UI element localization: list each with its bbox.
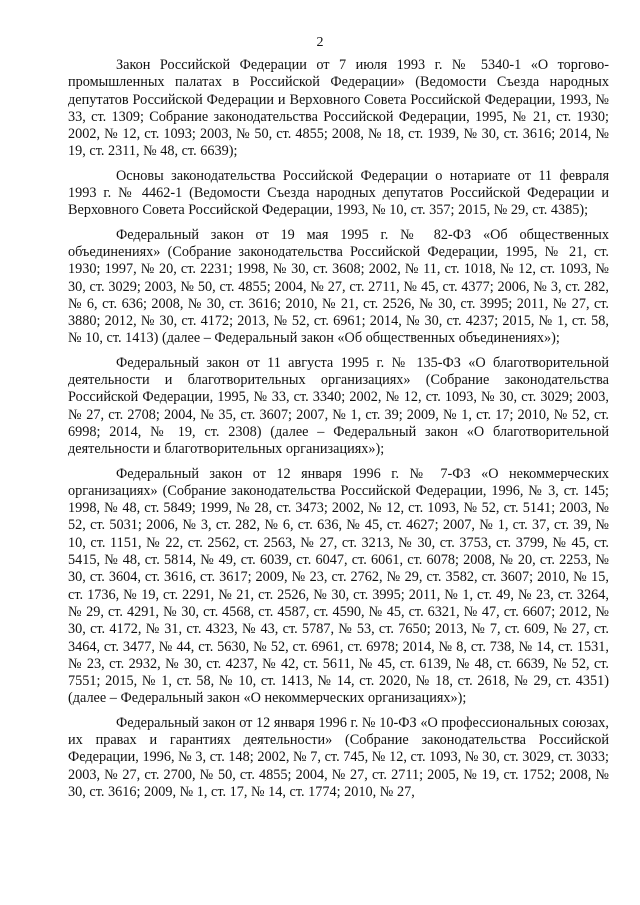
law-paragraph-1: Закон Российской Федерации от 7 июля 1993 г. № 5340-1 «О торгово-промышленных палатах в Российской Федерации» (Ведомости Съезда народных депутатов Российской Федерации и Верховного Совета Российской Федерации, 1993, № 33, ст. 1309; Собрание законодательства Российской Федерации, 1995, № 21, ст. 1930; 2002, № 12, ст. 1093; 2003, № 50, ст. 4855; 2008, № 18, ст. 1939, № 30, ст. 3616; 2014, № 19, ст. 2311, № 48, ст. 6639); [68,57,609,160]
page-number: 2 [316,35,324,50]
law-paragraph-4: Федеральный закон от 11 августа 1995 г. № 135-ФЗ «О благотворительной деятельности и благотворительных организациях» (Собрание законодательства Российской Федерации, 1995, № 33, ст. 3340; 2002, № 12, ст. 1093, № 30, ст. 3029; 2003, № 27, ст. 2708; 2004, № 35, ст. 3607; 2007, № 1, ст. 39; 2009, № 1, ст. 17; 2010, № 52, ст. 6998; 2014, № 19, ст. 2308) (далее – Федеральный закон «О благотворительной деятельности и благотворительных организациях»); [68,354,609,458]
law-paragraph-2: Основы законодательства Российской Федерации о нотариате от 11 февраля 1993 г. № 4462-1 (Ведомости Съезда народных депутатов Российской Федерации и Верховного Совета Российской Федерации, 1993, № 10, ст. 357; 2015, № 29, ст. 4385); [68,167,609,219]
law-paragraph-3: Федеральный закон от 19 мая 1995 г. № 82-ФЗ «Об общественных объединениях» (Собрание законодательства Российской Федерации, 1995, № 21, ст. 1930; 1997, № 20, ст. 2231; 1998, № 30, ст. 3608; 2002, № 11, ст. 1018, № 12, ст. 1093, № 30, ст. 3029; 2003, № 50, ст. 4855; 2004, № 27, ст. 2711, № 45, ст. 4377; 2006, № 3, ст. 282, № 6, ст. 636; 2008, № 30, ст. 3616; 2010, № 21, ст. 2526, № 30, ст. 3995; 2011, № 27, ст. 3880; 2012, № 30, ст. 4172; 2013, № 52, ст. 6961; 2014, № 30, ст. 4237; 2015, № 1, ст. 58, № 10, ст. 1413) (далее – Федеральный закон «Об общественных объединениях»); [68,226,609,347]
law-paragraph-5: Федеральный закон от 12 января 1996 г. № 7-ФЗ «О некоммерческих организациях» (Собрание законодательства Российской Федерации, 1996, № 3, ст. 145; 1998, № 48, ст. 5849; 1999, № 28, ст. 3473; 2002, № 12, ст. 1093, № 52, ст. 5141; 2003, № 52, ст. 5031; 2006, № 3, ст. 282, № 6, ст. 636, № 45, ст. 4627; 2007, № 1, ст. 37, ст. 39, № 10, ст. 1151, № 22, ст. 2562, ст. 2563, № 27, ст. 3213, № 30, ст. 3753, ст. 3799, № 45, ст. 5415, № 48, ст. 5814, № 49, ст. 6039, ст. 6047, ст. 6061, ст. 6078; 2008, № 20, ст. 2253, № 30, ст. 3604, ст. 3616, ст. 3617; 2009, № 23, ст. 2762, № 29, ст. 3582, ст. 3607; 2010, № 15, ст. 1736, № 19, ст. 2291, № 21, ст. 2526, № 30, ст. 3995; 2011, № 1, ст. 49, № 23, ст. 3264, № 29, ст. 4291, № 30, ст. 4568, ст. 4587, ст. 4590, № 45, ст. 6321, № 47, ст. 6607; 2012, № 30, ст. 4172, № 31, ст. 4323, № 43, ст. 5787, № 53, ст. 7650; 2013, № 7, ст. 609, № 27, ст. 3464, ст. 3477, № 44, ст. 5630, № 52, ст. 6961, ст. 6978; 2014, № 8, ст. 738, № 14, ст. 1531, № 23, ст. 2932, № 30, ст. 4237, № 42, ст. 5611, № 45, ст. 6139, № 48, ст. 6639, № 52, ст. 7551; 2015, № 1, ст. 58, № 10, ст. 1413, № 14, ст. 2020, № 18, ст. 2618, № 29, ст. 4351) (далее – Федеральный закон «О некоммерческих организациях»); [68,465,609,707]
law-paragraph-6: Федеральный закон от 12 января 1996 г. № 10-ФЗ «О профессиональных союзах, их правах и гарантиях деятельности» (Собрание законодательства Российской Федерации, 1996, № 3, ст. 148; 2002, № 7, ст. 745, № 12, ст. 1093, № 30, ст. 3029, ст. 3033; 2003, № 27, ст. 2700, № 50, ст. 4855; 2004, № 27, ст. 2711; 2005, № 19, ст. 1752; 2008, № 30, ст. 3616; 2009, № 1, ст. 17, № 14, ст. 1774; 2010, № 27, [68,714,609,800]
document-body [68,57,609,808]
